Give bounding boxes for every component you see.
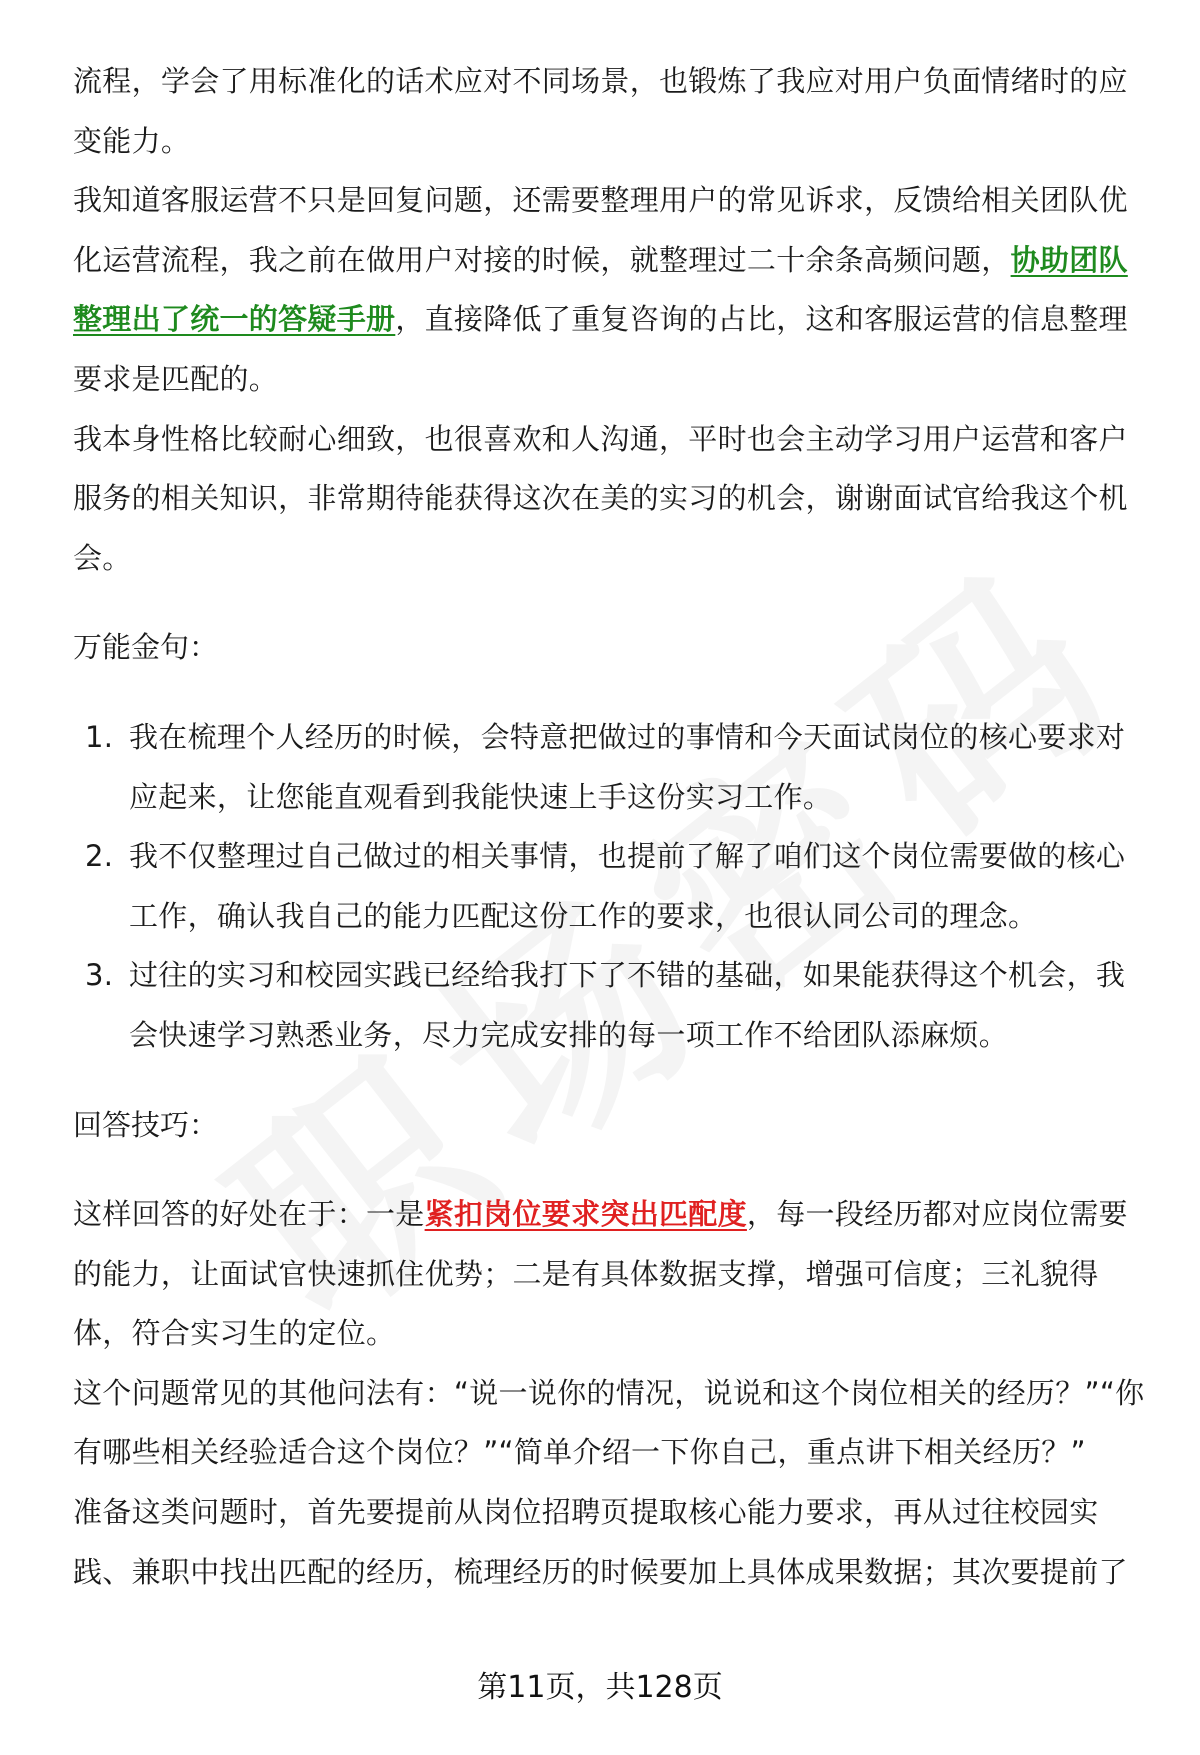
red-highlight: 紧扣岗位要求突出匹配度 [424,1197,747,1232]
paragraph-4 [73,1185,1153,1364]
paragraph-2-text: 我知道客服运营不只是回复问题，还需要整理用户的常见诉求，反馈给相关团队优化运营流程，我之前在做用户对接的时候，就整理过二十余条高频问题， [73,183,1128,277]
golden-lines-list [73,708,1153,1066]
section-heading-golden-lines: 万能金句： [73,630,219,665]
paragraph-4-text: 这样回答的好处在于：一是 [73,1197,425,1232]
list-item-text: 过往的实习和校园实践已经给我打下了不错的基础，如果能获得这个机会，我会快速学习熟悉业务，尽力完成安排的每一项工作不给团队添麻烦。 [129,958,1126,1052]
paragraph-6: 准备这类问题时，首先要提前从岗位招聘页提取核心能力要求，再从过往校园实践、兼职中找出匹配的经历，梳理经历的时候要加上具体成果数据；其次要提前了 [73,1495,1128,1589]
list-number: 2. [85,839,114,874]
list-number: 1. [85,719,114,754]
green-highlight: 协助团队整理出了统一的答疑手册 [73,242,1128,337]
spacer [73,1066,1153,1096]
spacer [73,588,1153,618]
paragraph-5: 这个问题常见的其他问法有：“说一说你的情况，说说和这个岗位相关的经历？”“你有哪些相关经验适合这个岗位？”“简单介绍一下你自己，重点讲下相关经历？” [73,1375,1145,1470]
document-body [73,52,1153,1602]
list-item-text: 我不仅整理过自己做过的相关事情，也提前了解了咱们这个岗位需要做的核心工作，确认我自己的能力匹配这份工作的要求，也很认同公司的理念。 [129,839,1126,933]
page-footer: 第11页，共128页 [477,1670,723,1705]
list-item [73,946,1153,1065]
section-heading-tips: 回答技巧： [73,1107,219,1142]
paragraph-3: 我本身性格比较耐心细致，也很喜欢和人沟通，平时也会主动学习用户运营和客户服务的相关知识，非常期待能获得这次在美的实习的机会，谢谢面试官给我这个机会。 [73,421,1128,575]
paragraph-4-tail: ，每一段经历都对应岗位需要的能力，让面试官快速抓住优势；二是有具体数据支撑，增强可信度；三礼貌得体，符合实习生的定位。 [73,1197,1128,1351]
paragraph-2 [73,171,1153,409]
spacer [73,678,1153,708]
paragraph-1: 流程，学会了用标准化的话术应对不同场景，也锻炼了我应对用户负面情绪时的应变能力。 [73,64,1128,158]
paragraph-2-tail: ，直接降低了重复咨询的占比，这和客服运营的信息整理要求是匹配的。 [73,302,1128,396]
list-item-text: 我在梳理个人经历的时候，会特意把做过的事情和今天面试岗位的核心要求对应起来，让您能直观看到我能快速上手这份实习工作。 [129,719,1126,814]
spacer [73,1155,1153,1185]
list-item [73,708,1153,827]
list-item [73,827,1153,946]
list-number: 3. [85,958,114,993]
